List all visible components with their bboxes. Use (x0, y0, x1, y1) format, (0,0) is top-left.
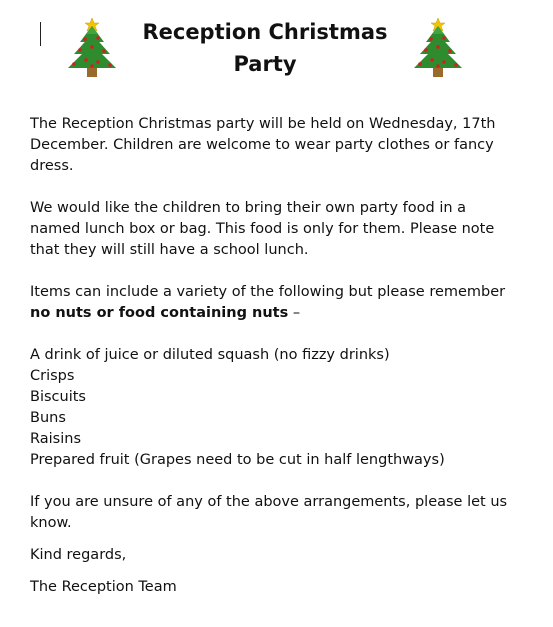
christmas-tree-icon (406, 14, 470, 82)
title-line-1: Reception Christmas (142, 20, 388, 44)
list-item: Biscuits (30, 389, 86, 405)
document-title (120, 16, 410, 80)
items-intro-dash: – (288, 305, 301, 321)
food-list (30, 345, 520, 471)
signature: The Reception Team (30, 579, 177, 595)
list-item: Crisps (30, 368, 75, 384)
paragraph-party-date: The Reception Christmas party will be held on Wednesday, 17th December. Children are welcome to wear party clothes or fancy dress. (30, 116, 496, 174)
title-line-2: Party (233, 52, 297, 76)
items-intro-text: Items can include a variety of the following but please remember (30, 284, 506, 300)
paragraph-contact: If you are unsure of any of the above arrangements, please let us know. (30, 494, 508, 531)
signoff: Kind regards, (30, 547, 127, 563)
list-item: Buns (30, 410, 66, 426)
paragraph-items-intro (30, 282, 520, 324)
no-nuts-warning: no nuts or food containing nuts (30, 305, 289, 321)
list-item: Raisins (30, 431, 81, 447)
christmas-tree-icon (60, 14, 124, 82)
list-item: A drink of juice or diluted squash (no fizzy drinks) (30, 347, 390, 363)
paragraph-party-food: We would like the children to bring their own party food in a named lunch box or bag. This food is only for them. Please note that they will still have a school lunch. (30, 200, 495, 258)
list-item: Prepared fruit (Grapes need to be cut in half lengthways) (30, 452, 445, 468)
document-body (30, 114, 520, 598)
text-cursor (40, 22, 41, 46)
